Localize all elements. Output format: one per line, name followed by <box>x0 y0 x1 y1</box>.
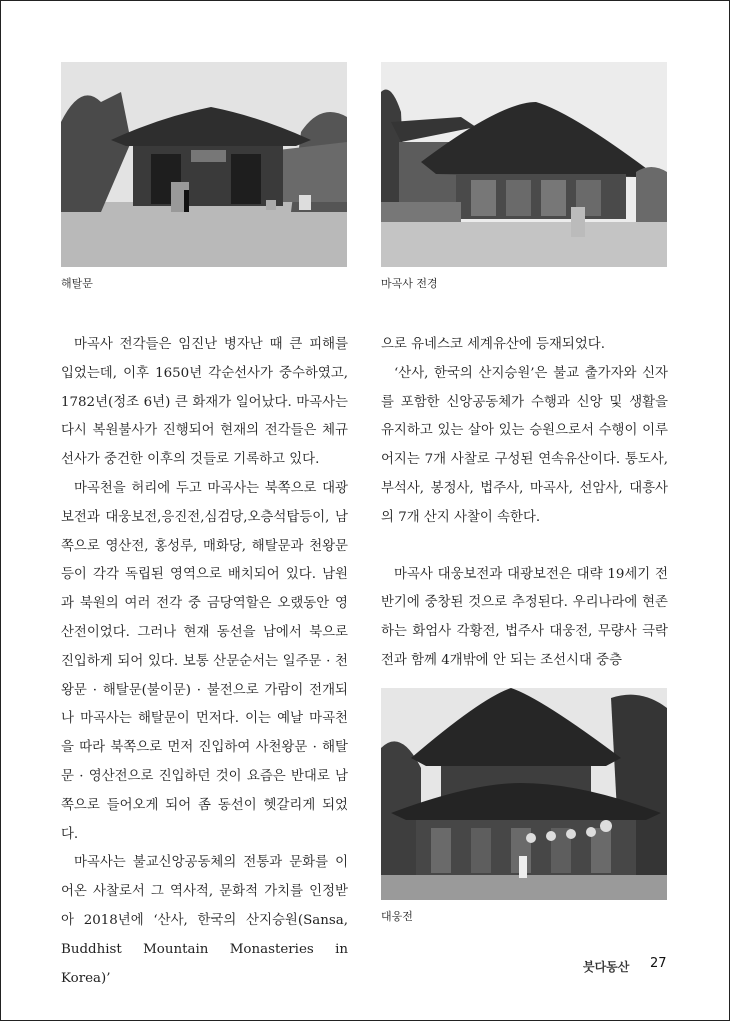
paragraph: 마곡사는 불교신앙공동체의 전통과 문화를 이어온 사찰로서 그 역사적, 문화적 가치를 인정받아 2018년에 ‘산사, 한국의 산지승원(Sansa, Buddhist Mountain Monasteries in Korea)’ <box>61 855 348 986</box>
paragraph: ‘산사, 한국의 산지승원’은 불교 출가자와 신자를 포함한 신앙공동체가 수행과 신앙 및 생활을 유지하고 있는 살아 있는 승원으로서 수행이 이루어지는 7개 사찰로 구성된 연속유산이다. 통도사, 부석사, 봉정사, 법주사, 마곡사, 선암사, 대흥사의 7개 산지 사찰이 속한다. <box>381 365 668 525</box>
left-text-column <box>61 331 348 993</box>
daeungjeon-caption: 대웅전 <box>381 910 413 923</box>
magazine-logo: 붓다동산 <box>583 960 630 974</box>
haetalmun-photo <box>61 62 347 267</box>
right-text-column <box>381 331 668 676</box>
paragraph: 마곡사 전각들은 임진난 병자난 때 큰 피해를 입었는데, 이후 1650년 각순선사가 중수하였고, 1782년(정조 6년) 큰 화재가 일어났다. 마곡사는 다시 복원불사가 진행되어 현재의 전각들은 체규선사가 중건한 이후의 것들로 기록하고 있다. <box>61 337 348 468</box>
paragraph: 으로 유네스코 세계유산에 등재되었다. <box>381 337 605 352</box>
magoksa-view-caption: 마곡사 전경 <box>381 277 438 290</box>
magoksa-view-photo <box>381 62 667 267</box>
paragraph: 마곡천을 허리에 두고 마곡사는 북쪽으로 대광보전과 대웅보전,응진전,심검당,오층석탑등이, 남쪽으로 영산전, 홍성루, 매화당, 해탈문과 천왕문 등이 각각 독립된 영역으로 배치되어 있다. 남원과 북원의 여러 전각 중 금당역할은 오랬동안 영산전이었다. 그러나 현재 동선을 남에서 북으로 진입하게 되어 있다. 보통 산문순서는 일주문 · 천왕문 · 해탈문(불이문) · 불전으로 가람이 전개되나 마곡사는 해탈문이 먼저다. 이는 예날 마곡천을 따라 북쪽으로 먼저 진입하여 사천왕문 · 해탈문 · 영산전으로 진입하던 것이 요즘은 반대로 남쪽으로 들어오게 되어 좀 동선이 헷갈리게 되었다. <box>61 480 348 842</box>
daeungjeon-photo <box>381 688 667 900</box>
page-number: 27 <box>650 956 667 971</box>
haetalmun-caption: 해탈문 <box>61 277 93 290</box>
paragraph: 마곡사 대웅보전과 대광보전은 대략 19세기 전반기에 중창된 것으로 추정된다. 우리나라에 현존하는 화엄사 각황전, 법주사 대웅전, 무량사 극락전과 함께 4개밖에 안 되는 조선시대 중층 <box>381 566 668 668</box>
